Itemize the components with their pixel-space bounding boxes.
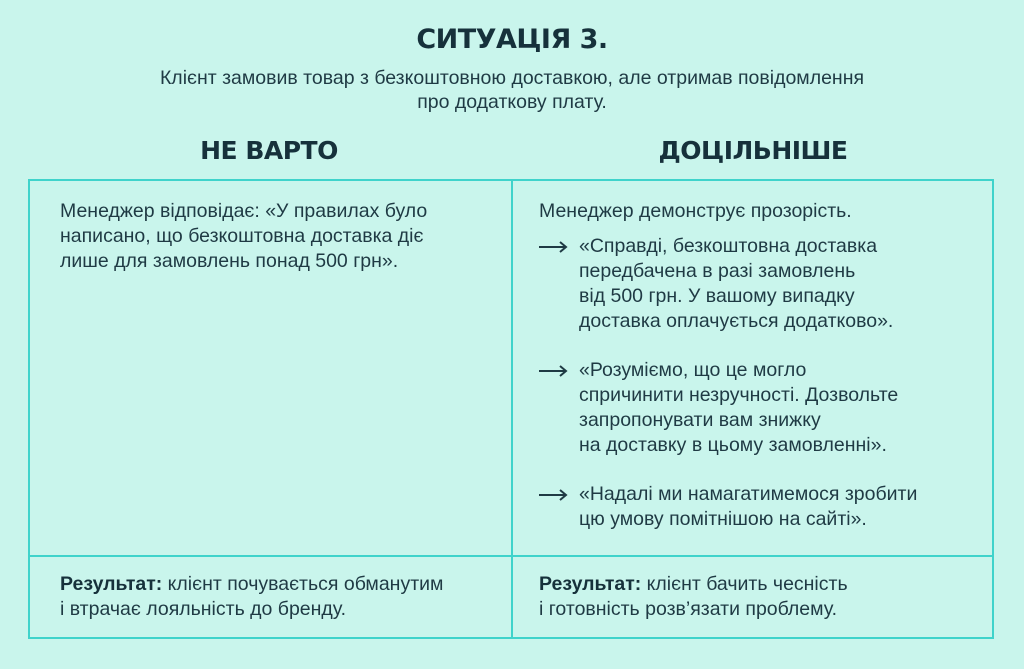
dont-result-cell: [60, 572, 500, 622]
list-item: [539, 358, 989, 458]
text-line: запропонувати вам знижку: [579, 409, 821, 431]
result-text: клієнт бачить чесність: [641, 573, 848, 595]
page-title: СИТУАЦІЯ 3.: [416, 24, 608, 55]
column-heading-better: ДОЦІЛЬНІШЕ: [658, 136, 848, 165]
page-subtitle: [0, 66, 1024, 114]
arrow-right-icon: [539, 365, 569, 377]
text-line: передбачена в разі замовлень: [579, 260, 856, 282]
better-intro: Менеджер демонструє прозорість.: [539, 200, 852, 222]
text-line: доставка оплачується додатково».: [579, 310, 894, 332]
text-line: на доставку в цьому замовленні».: [579, 434, 887, 456]
better-result-cell: [539, 572, 979, 622]
result-text: клієнт почувається обманутим: [162, 573, 444, 595]
text-line: лише для замовлень понад 500 грн».: [60, 250, 399, 272]
list-item: [539, 234, 989, 334]
text-line: «Справді, безкоштовна доставка: [579, 235, 878, 257]
column-heading-dont: НЕ ВАРТО: [200, 136, 338, 165]
better-response-cell: [539, 199, 989, 532]
row-divider: [30, 555, 992, 557]
text-line: від 500 грн. У вашому випадку: [579, 285, 855, 307]
result-line: [539, 572, 979, 597]
result-line: і готовність розв’язати проблему.: [539, 598, 837, 620]
text-line: написано, що безкоштовна доставка діє: [60, 225, 424, 247]
text-line: «Розуміємо, що це могло: [579, 359, 807, 381]
text-line: «Надалі ми намагатимемося зробити: [579, 483, 918, 505]
column-divider: [511, 181, 513, 637]
list-item: [539, 482, 989, 532]
subtitle-line: про додаткову плату.: [417, 91, 607, 113]
dont-response-cell: [60, 199, 500, 274]
subtitle-line: Клієнт замовив товар з безкоштовною доставкою, але отримав повідомлення: [159, 67, 865, 89]
arrow-right-icon: [539, 489, 569, 501]
result-line: [60, 572, 500, 597]
result-label: Результат:: [539, 573, 642, 595]
text-line: спричинити незручності. Дозвольте: [579, 384, 899, 406]
result-label: Результат:: [60, 573, 163, 595]
result-line: і втрачає лояльність до бренду.: [60, 598, 347, 620]
text-line: Менеджер відповідає: «У правилах було: [60, 200, 428, 222]
text-line: цю умову помітнішою на сайті».: [579, 508, 867, 530]
arrow-right-icon: [539, 241, 569, 253]
